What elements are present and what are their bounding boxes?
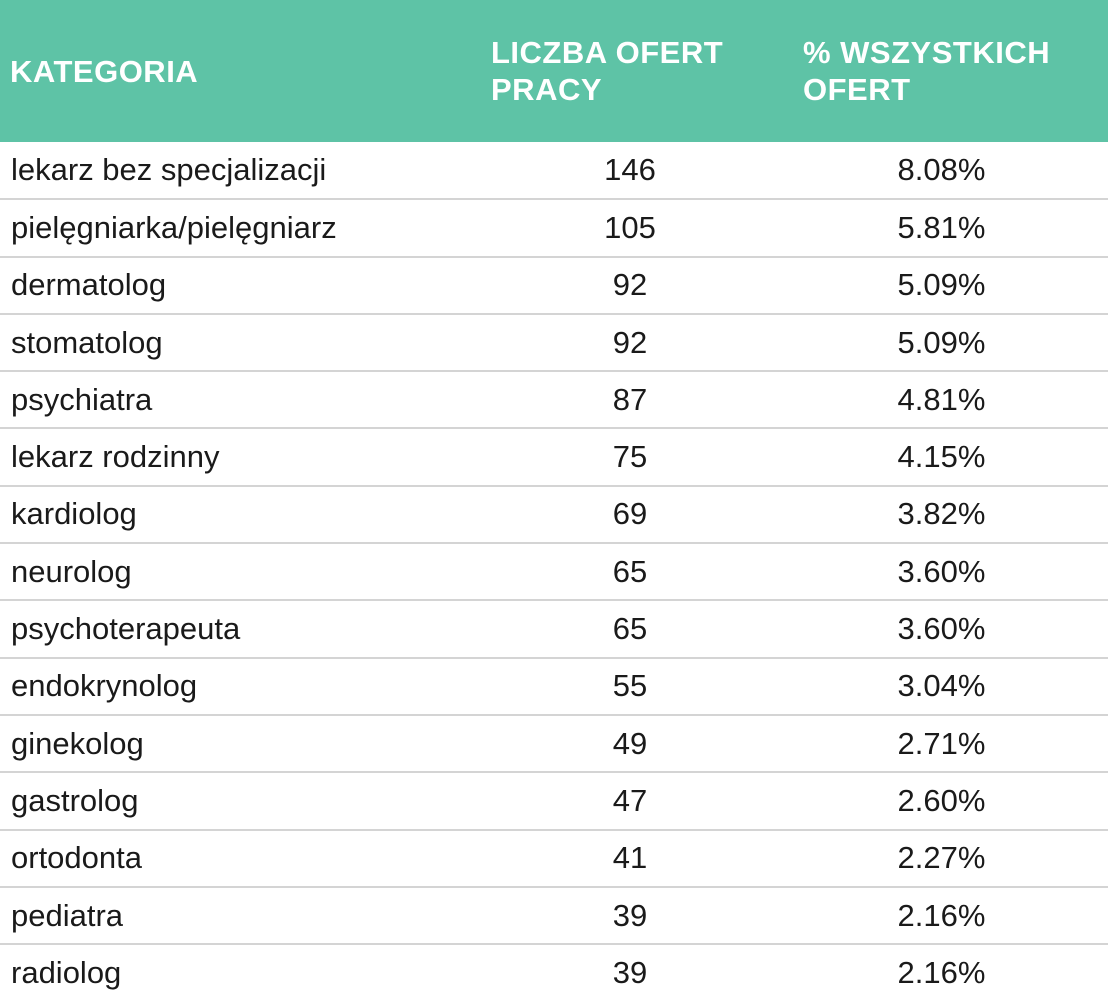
cell-count: 92 [612,324,648,360]
table-row [0,428,1108,485]
cell-count: 39 [612,955,648,991]
cell-count: 65 [612,553,648,589]
table-row [0,257,1108,314]
cell-percent: 2.16% [897,897,986,933]
cell-category: lekarz rodzinny [11,439,220,475]
cell-category: psychoterapeuta [11,611,241,647]
cell-count: 39 [612,897,648,933]
table-row [0,199,1108,256]
cell-percent: 5.81% [897,209,986,245]
cell-count: 41 [612,840,648,876]
table-row [0,371,1108,428]
cell-category: radiolog [11,955,122,991]
cell-percent: 3.60% [897,611,986,647]
cell-count: 105 [604,209,656,245]
cell-percent: 3.04% [897,668,986,704]
cell-category: dermatolog [11,267,167,303]
cell-percent: 2.71% [897,725,986,761]
cell-count: 69 [612,496,648,532]
cell-count: 65 [612,611,648,647]
cell-percent: 3.60% [897,553,986,589]
cell-category: lekarz bez specjalizacji [11,152,327,188]
cell-count: 55 [612,668,648,704]
table-row [0,830,1108,887]
table-row [0,142,1108,199]
table-body [0,142,1108,1001]
cell-percent: 4.15% [897,439,986,475]
cell-category: neurolog [11,553,132,589]
table-row [0,887,1108,944]
cell-category: stomatolog [11,324,163,360]
cell-count: 75 [612,439,648,475]
table-row [0,314,1108,371]
cell-percent: 4.81% [897,381,986,417]
cell-category: endokrynolog [11,668,198,704]
cell-count: 146 [604,152,656,188]
cell-category: kardiolog [11,496,137,532]
cell-count: 92 [612,267,648,303]
column-header-category: KATEGORIA [0,0,485,142]
table-row [0,600,1108,657]
table-row [0,772,1108,829]
table-row [0,944,1108,1001]
cell-percent: 5.09% [897,267,986,303]
cell-percent: 8.08% [897,152,986,188]
cell-category: pediatra [11,897,124,933]
cell-category: ginekolog [11,725,144,761]
table-row [0,486,1108,543]
header-row [0,0,1108,142]
cell-count: 87 [612,381,648,417]
cell-category: gastrolog [11,782,139,818]
cell-category: pielęgniarka/pielęgniarz [11,209,337,245]
cell-percent: 2.16% [897,955,986,991]
cell-category: ortodonta [11,840,142,876]
column-header-percent: % WSZYSTKICH OFERT [795,0,1108,142]
table-row [0,658,1108,715]
column-header-count: LICZBA OFERT PRACY [485,0,795,142]
cell-percent: 3.82% [897,496,986,532]
table-row [0,543,1108,600]
table-row [0,715,1108,772]
cell-percent: 5.09% [897,324,986,360]
table-header [0,0,1108,142]
cell-percent: 2.60% [897,782,986,818]
cell-percent: 2.27% [897,840,986,876]
cell-category: psychiatra [11,381,153,417]
cell-count: 49 [612,725,648,761]
cell-count: 47 [612,782,648,818]
